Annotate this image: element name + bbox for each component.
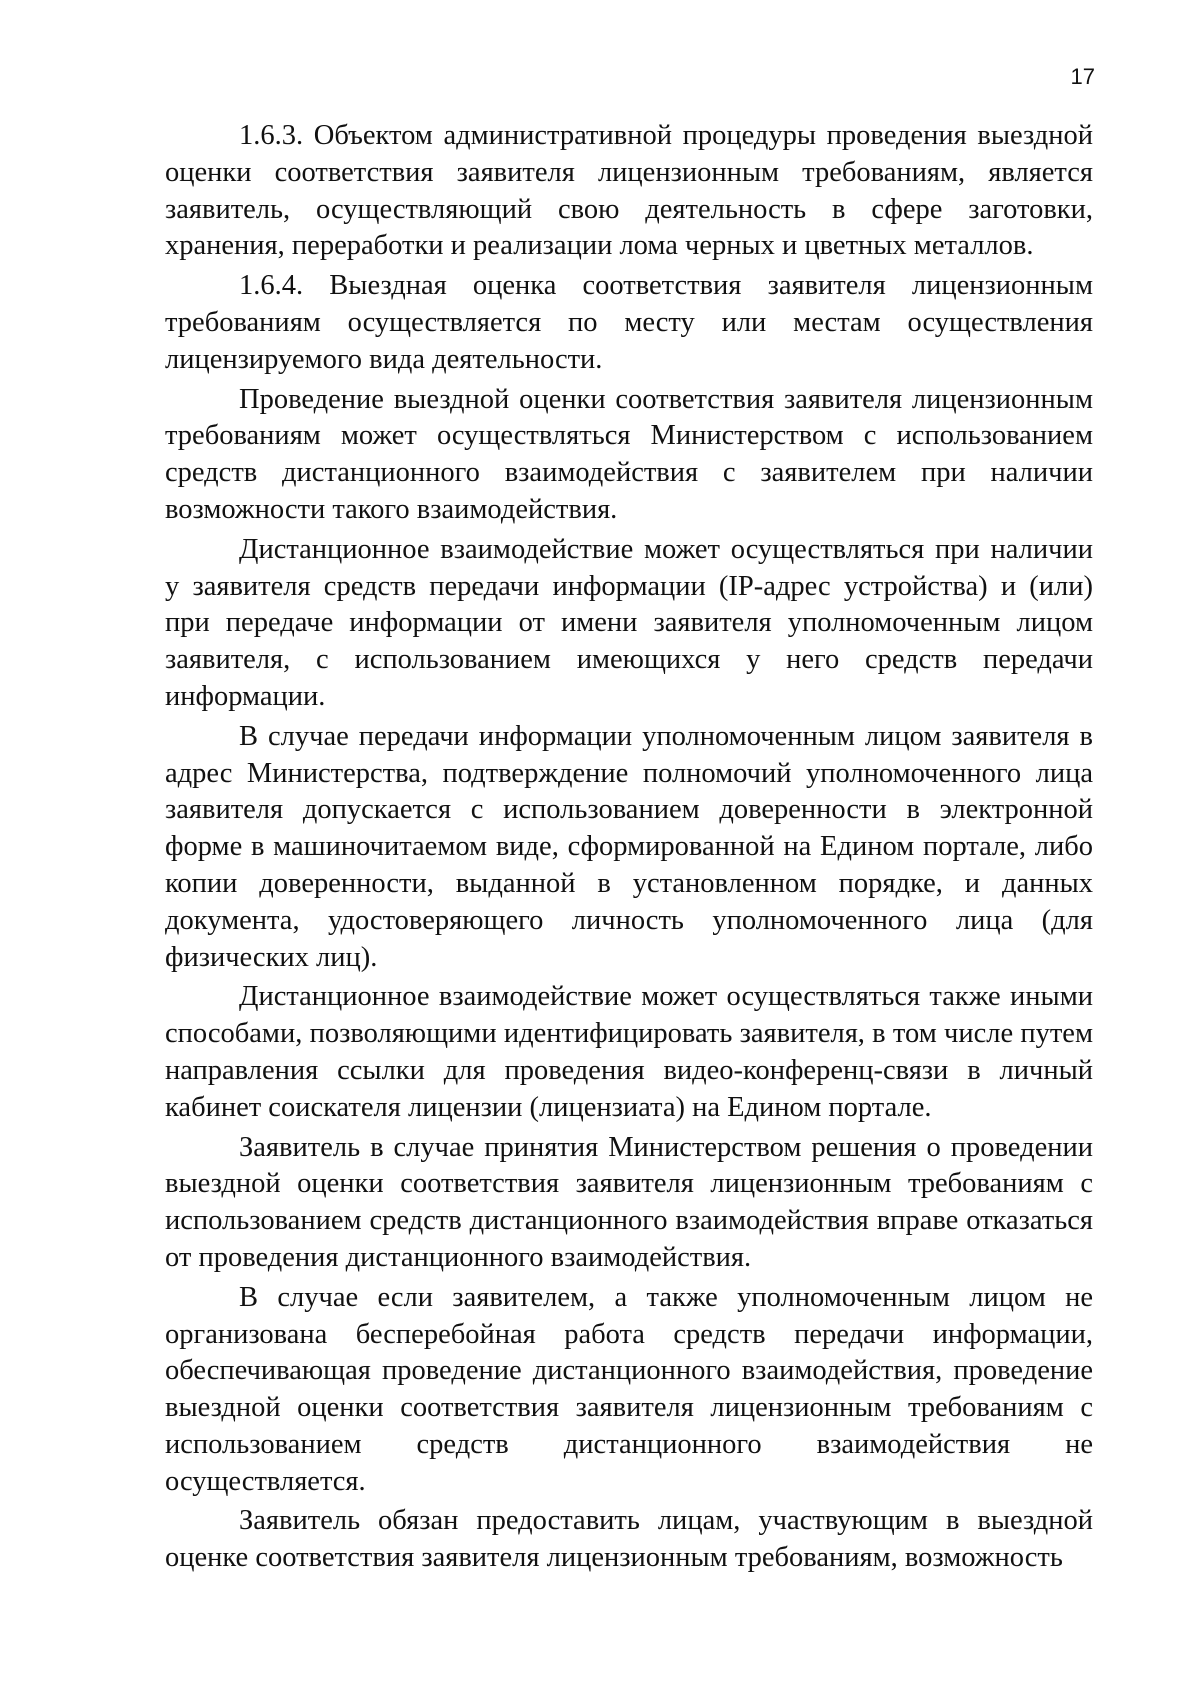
document-body (165, 118, 1093, 1580)
paragraph-authorized-person: В случае передачи информации уполномоченным лицом заявителя в адрес Министерства, подтверждение полномочий уполномоченного лица заявителя допускается с использованием доверенности в электронной форме в машиночитаемом виде, сформированной на Едином портале, либо копии доверенности, выданной в установленном порядке, и данных документа, удостоверяющего личность уполномоченного лица (для физических лиц). (165, 720, 1093, 973)
paragraph-other-methods: Дистанционное взаимодействие может осуществляться также иными способами, позволяющими идентифицировать заявителя, в том числе путем направления ссылки для проведения видео-конференц-связи в личный кабинет соискателя лицензии (лицензиата) на Едином портале. (165, 981, 1093, 1123)
paragraph-1-6-3: 1.6.3. Объектом административной процедуры проведения выездной оценки соответствия заявителя лицензионным требованиям, является заявитель, осуществляющий свою деятельность в сфере заготовки, хранения, переработки и реализации лома черных и цветных металлов. (165, 120, 1093, 262)
paragraph-remote-interaction: Дистанционное взаимодействие может осуществляться при наличии у заявителя средств передачи информации (IP-адрес устройства) и (или) при передаче информации от имени заявителя уполномоченным лицом заявителя, с использованием имеющихся у него средств передачи информации. (165, 533, 1093, 712)
paragraph-not-carried-out: В случае если заявителем, а также уполномоченным лицом не организована бесперебойная работа средств передачи информации, обеспечивающая проведение дистанционного взаимодействия, проведение выездной оценки соответствия заявителя лицензионным требованиям с использованием средств дистанционного взаимодействия не осуществляется. (165, 1281, 1093, 1497)
page-number: 17 (1070, 64, 1095, 89)
paragraph-1-6-4: 1.6.4. Выездная оценка соответствия заявителя лицензионным требованиям осуществляется по месту или местам осуществления лицензируемого вида деятельности. (165, 270, 1093, 375)
paragraph-remote-assessment: Проведение выездной оценки соответствия заявителя лицензионным требованиям может осуществляться Министерством с использованием средств дистанционного взаимодействия с заявителем при наличии возможности такого взаимодействия. (165, 383, 1093, 525)
paragraph-applicant-obligation: Заявитель обязан предоставить лицам, участвующим в выездной оценке соответствия заявителя лицензионным требованиям, возможность (165, 1505, 1093, 1574)
paragraph-refusal-right: Заявитель в случае принятия Министерством решения о проведении выездной оценки соответствия заявителя лицензионным требованиям с использованием средств дистанционного взаимодействия вправе отказаться от проведения дистанционного взаимодействия. (165, 1131, 1093, 1273)
